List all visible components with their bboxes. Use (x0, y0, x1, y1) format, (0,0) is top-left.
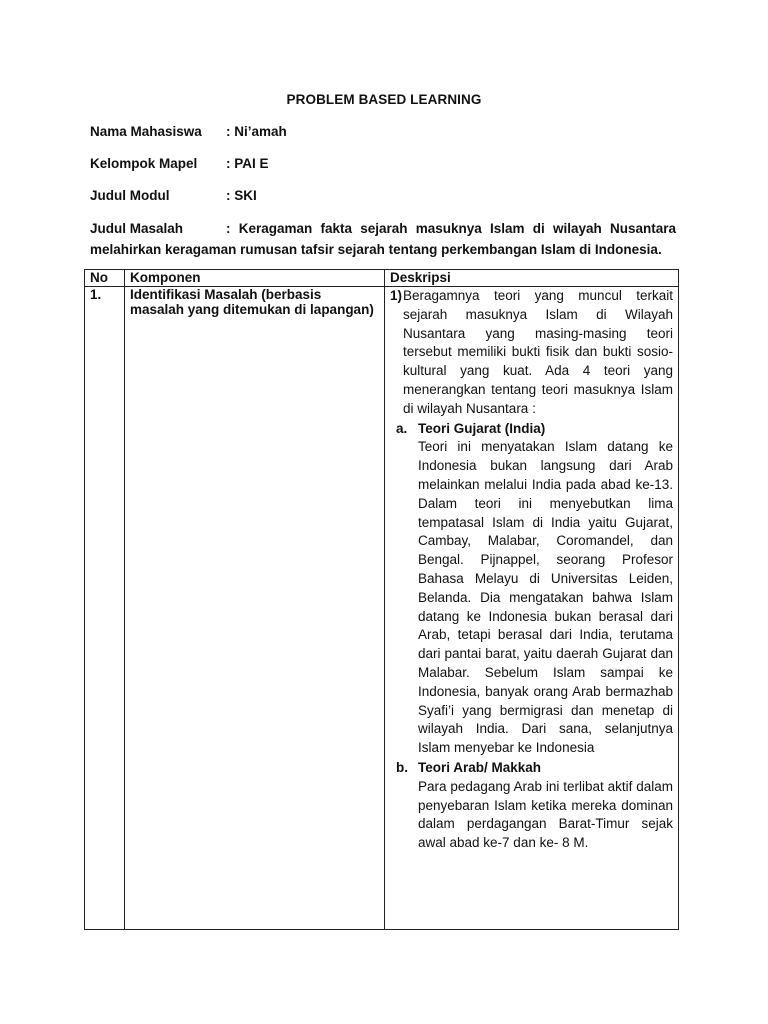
theory-item-b (390, 759, 673, 778)
meta-value: : SKI (226, 188, 257, 203)
masalah-label: Judul Masalah (90, 221, 184, 236)
intro-number: 1) (390, 288, 403, 303)
pbl-table (84, 269, 679, 930)
meta-label: Judul Modul (90, 188, 170, 203)
row-number: 1. (85, 287, 125, 930)
meta-label: Nama Mahasiswa (90, 124, 202, 139)
row-komponen: Identifikasi Masalah (berbasis masalah yang ditemukan di lapangan) (125, 287, 385, 930)
theory-body: Teori ini menyatakan Islam datang ke Indonesia bukan langsung dari Arab melainkan melalui India pada abad ke-13. Dalam teori ini menyebutkan lima tempatasal Islam di India yaitu Gujarat, Cambay, Malabar, Coromandel, dan Bengal. Pijnappel, seorang Profesor Bahasa Melayu di Universitas Leiden, Belanda. Dia mengatakan bahwa Islam datang ke Indonesia bukan berasal dari Arab, tetapi berasal dari India, terutama dari pantai barat, yaitu daerah Gujarat dan Malabar. Sebelum Islam sampai ke Indonesia, banyak orang Arab bermazhab Syafi’i yang bermigrasi dan menetap di wilayah India. Dari sana, selanjutnya Islam menyebar ke Indonesia (418, 439, 673, 756)
meta-kelompok-mapel (90, 156, 269, 171)
theory-body: Para pedagang Arab ini terlibat aktif dalam penyebaran Islam ketika mereka dominan dalam perdagangan Barat-Timur sejak awal abad ke-7 dan ke- 8 M. (418, 778, 673, 851)
meta-judul-modul (90, 188, 257, 203)
masalah-value: : Keragaman fakta sejarah masuknya Islam di wilayah Nusantara melahirkan keragaman rumusan tafsir sejarah tentang perkembangan Islam di Indonesia. (90, 221, 676, 257)
deskripsi-intro (390, 287, 673, 419)
meta-label: Kelompok Mapel (90, 156, 198, 171)
theory-item-a (390, 420, 673, 439)
meta-value: : PAI E (226, 156, 269, 171)
document-title: PROBLEM BASED LEARNING (286, 92, 482, 107)
judul-masalah (90, 218, 676, 260)
table-row (85, 287, 679, 930)
theory-marker: b. (396, 759, 408, 775)
theory-heading: Teori Arab/ Makkah (418, 759, 542, 775)
header-deskripsi: Deskripsi (385, 270, 679, 287)
header-komponen: Komponen (125, 270, 385, 287)
meta-value: : Ni’amah (226, 124, 287, 139)
table-header-row (85, 270, 679, 287)
theory-marker: a. (396, 420, 408, 436)
header-no: No (85, 270, 125, 287)
theory-heading: Teori Gujarat (India) (418, 420, 546, 436)
intro-text: Beragamnya teori yang muncul terkait sejarah masuknya Islam di Wilayah Nusantara yang masing-masing teori tersebut memiliki bukti fisik dan bukti sosio-kultural yang kuat. Ada 4 teori yang menerangkan tentang teori masuknya Islam di wilayah Nusantara : (403, 288, 673, 416)
row-deskripsi (385, 287, 679, 930)
meta-nama-mahasiswa (90, 124, 287, 139)
